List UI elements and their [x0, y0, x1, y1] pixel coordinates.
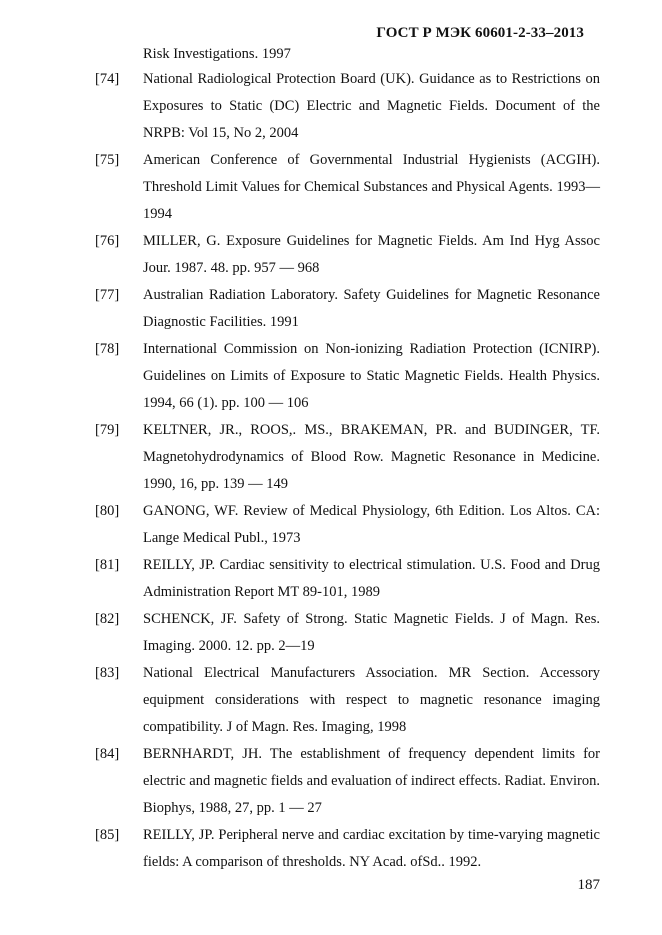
reference-text: National Radiological Protection Board (UK). Guidance as to Restrictions on Exposures to Static (DC) Electric and Magnetic Fields. Document of the NRPB: Vol 15, No 2, 2004	[143, 71, 600, 141]
reference-item	[0, 552, 662, 606]
reference-text: MILLER, G. Exposure Guidelines for Magnetic Fields. Am Ind Hyg Assoc Jour. 1987. 48. pp. 957 — 968	[143, 233, 600, 276]
reference-number: [82]	[95, 611, 120, 627]
reference-text: BERNHARDT, JH. The establishment of frequency dependent limits for electric and magnetic fields and evaluation of indirect effects. Radiat. Environ. Biophys, 1988, 27, pp. 1 — 27	[143, 746, 600, 816]
reference-number: [77]	[95, 287, 120, 303]
reference-item	[0, 336, 662, 417]
reference-text: Australian Radiation Laboratory. Safety Guidelines for Magnetic Resonance Diagnostic Facilities. 1991	[143, 287, 600, 330]
reference-number: [81]	[95, 557, 120, 573]
reference-item	[0, 228, 662, 282]
reference-number: [80]	[95, 503, 120, 519]
reference-number: [84]	[95, 746, 120, 762]
reference-text: International Commission on Non-ionizing Radiation Protection (ICNIRP). Guidelines on Limits of Exposure to Static Magnetic Fields. Health Physics. 1994, 66 (1). pp. 100 — 106	[143, 341, 600, 411]
reference-item	[0, 660, 662, 741]
document-header-title: ГОСТ Р МЭК 60601-2-33–2013	[376, 25, 584, 41]
reference-item	[0, 282, 662, 336]
page-number: 187	[577, 877, 600, 893]
reference-number: [76]	[95, 233, 120, 249]
reference-number: [74]	[95, 71, 120, 87]
reference-text: American Conference of Governmental Industrial Hygienists (ACGIH). Threshold Limit Values for Chemical Substances and Physical Agents. 1993—1994	[143, 152, 600, 222]
reference-number: [78]	[95, 341, 120, 357]
reference-item	[0, 606, 662, 660]
reference-list	[0, 66, 662, 876]
reference-text: SCHENCK, JF. Safety of Strong. Static Magnetic Fields. J of Magn. Res. Imaging. 2000. 12. pp. 2—19	[143, 611, 600, 654]
reference-number: [75]	[95, 152, 120, 168]
reference-item	[0, 417, 662, 498]
reference-item	[0, 66, 662, 147]
continuation-text: Risk Investigations. 1997	[143, 46, 291, 62]
reference-number: [79]	[95, 422, 120, 438]
reference-item	[0, 822, 662, 876]
reference-text: National Electrical Manufacturers Association. MR Section. Accessory equipment considerations with respect to magnetic resonance imaging compatibility. J of Magn. Res. Imaging, 1998	[143, 665, 600, 735]
reference-item	[0, 498, 662, 552]
reference-text: REILLY, JP. Peripheral nerve and cardiac excitation by time-varying magnetic fields: A comparison of thresholds. NY Acad. ofSd.. 1992.	[143, 827, 600, 870]
reference-number: [83]	[95, 665, 120, 681]
reference-item	[0, 741, 662, 822]
reference-item	[0, 147, 662, 228]
reference-text: GANONG, WF. Review of Medical Physiology, 6th Edition. Los Altos. CA: Lange Medical Publ., 1973	[143, 503, 600, 546]
reference-text: KELTNER, JR., ROOS,. MS., BRAKEMAN, PR. and BUDINGER, TF. Magnetohydrodynamics of Blood Row. Magnetic Resonance in Medicine. 1990, 16, pp. 139 — 149	[143, 422, 600, 492]
reference-number: [85]	[95, 827, 120, 843]
reference-text: REILLY, JP. Cardiac sensitivity to electrical stimulation. U.S. Food and Drug Administration Report MT 89-101, 1989	[143, 557, 600, 600]
